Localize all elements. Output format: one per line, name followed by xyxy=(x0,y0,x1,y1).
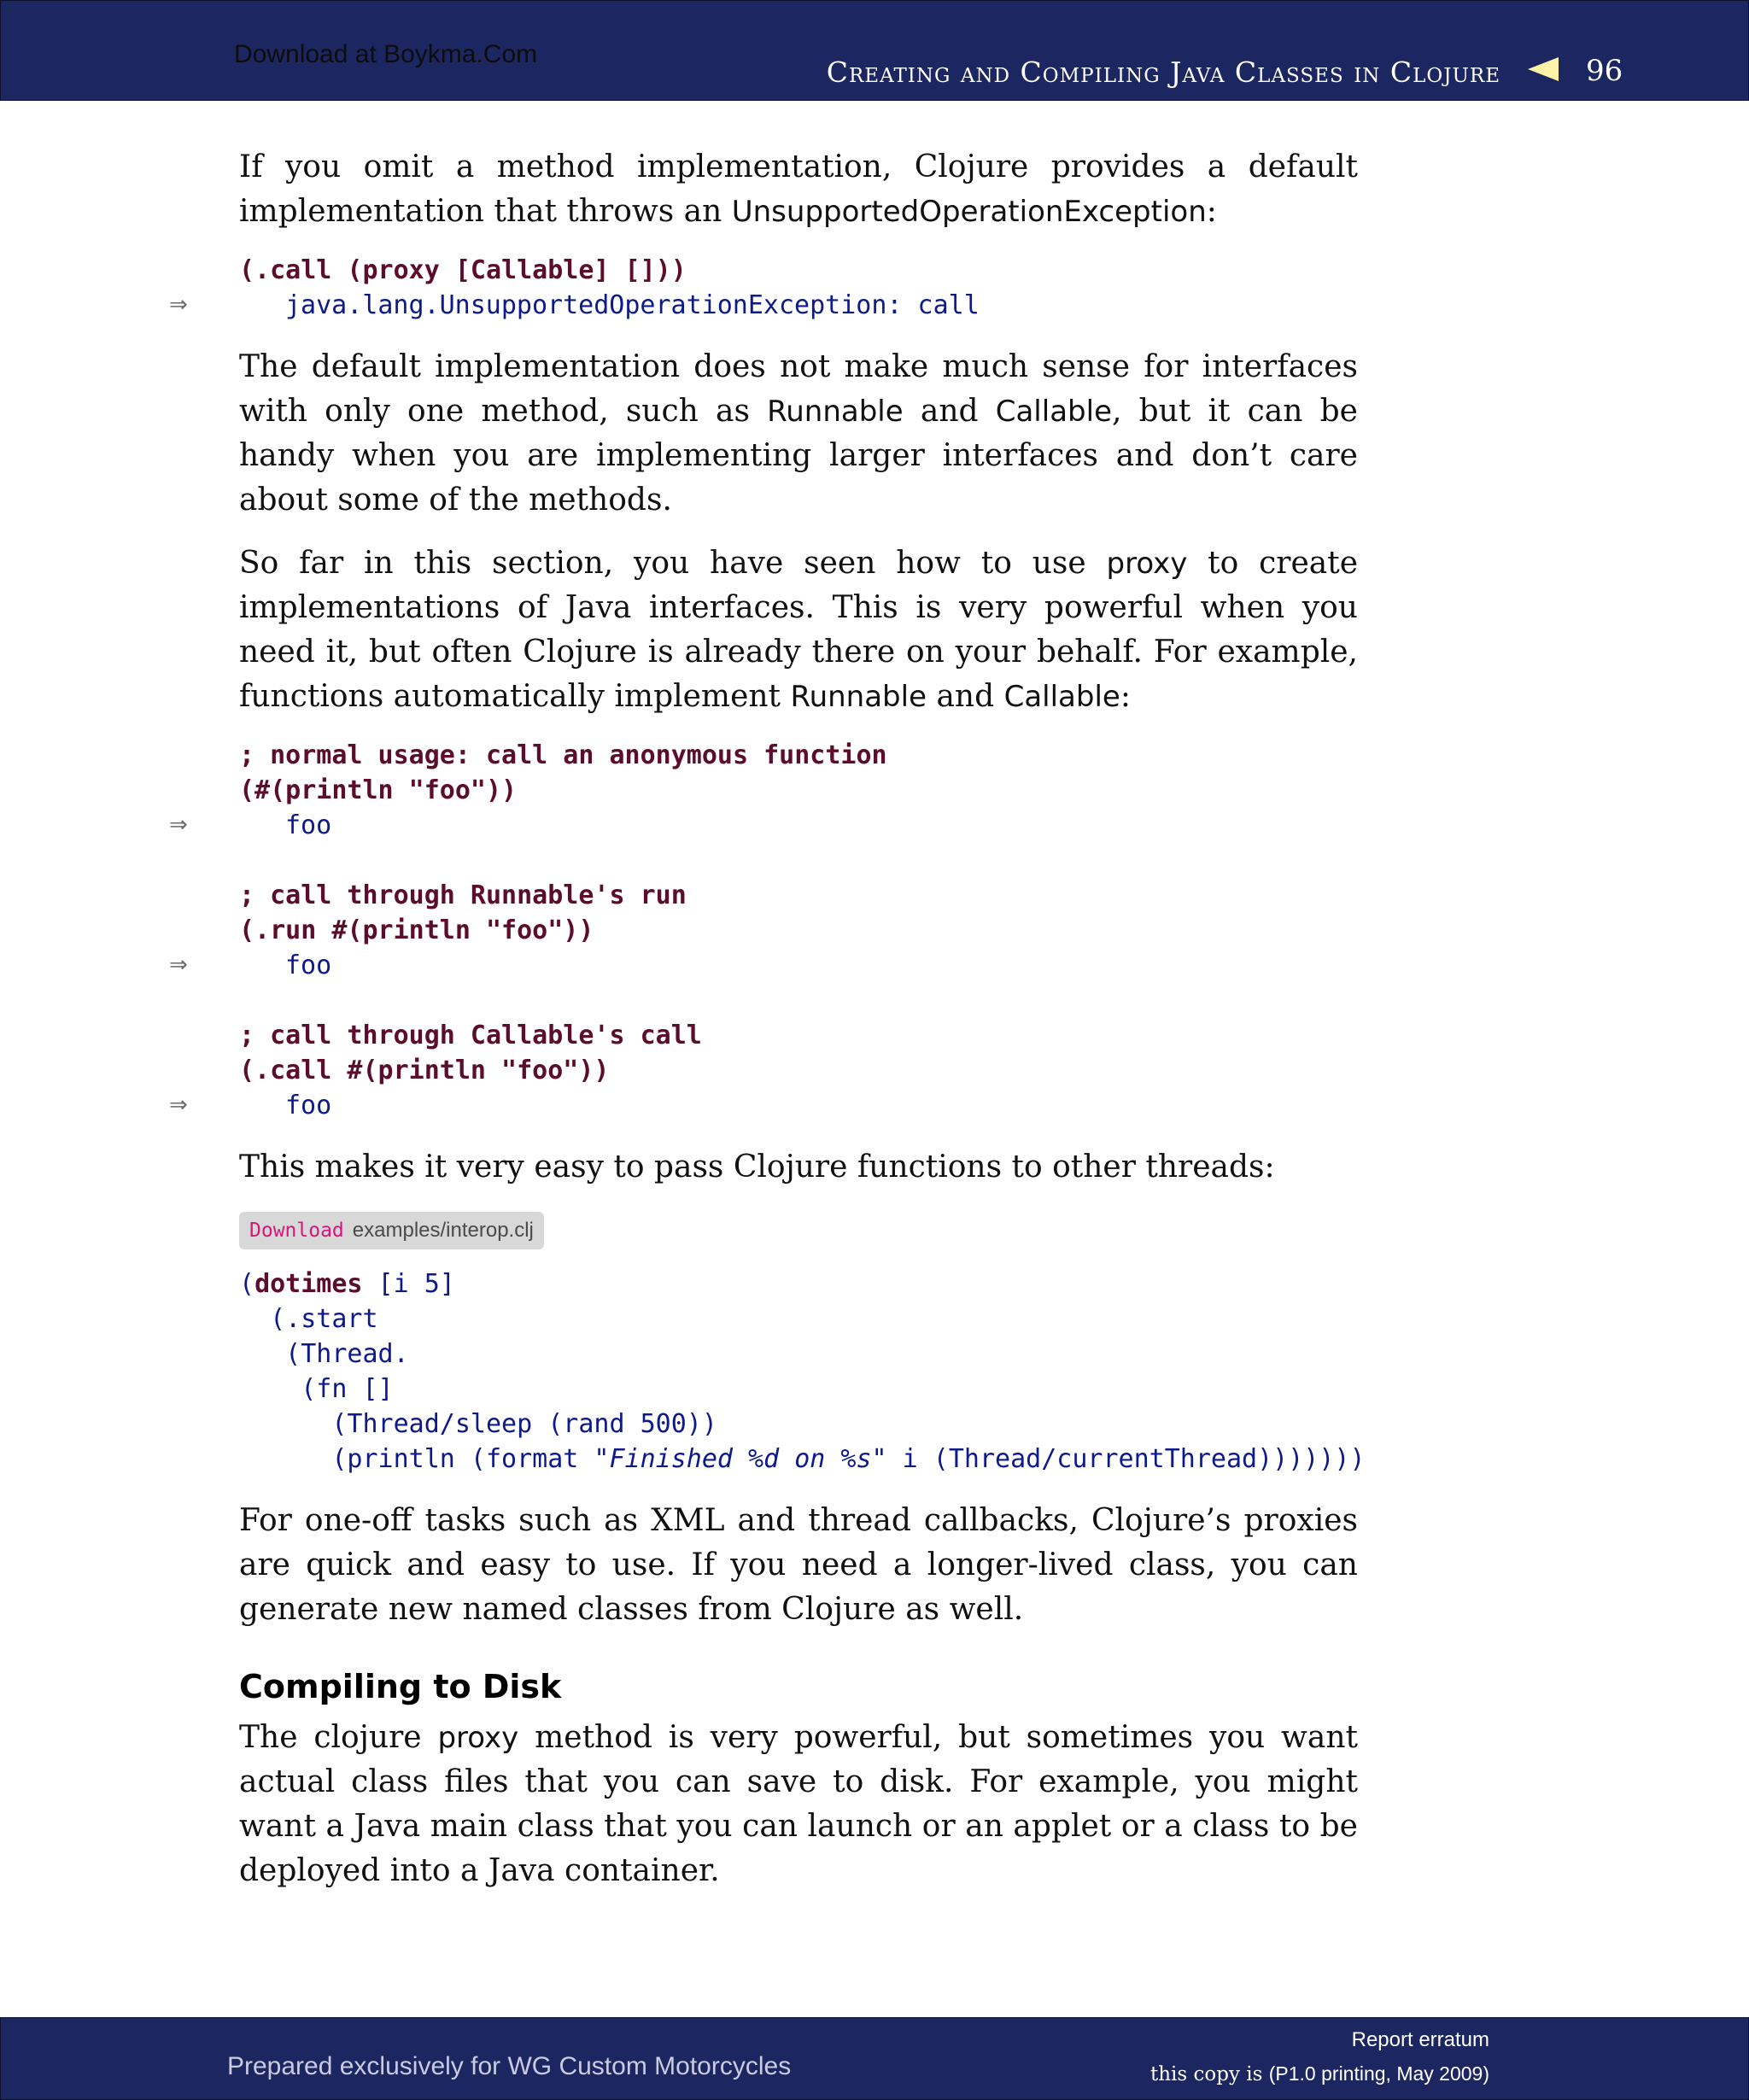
code-comment-line: ; call through Callable's call xyxy=(239,1021,702,1050)
page-header xyxy=(0,0,1749,101)
function-name-proxy: proxy xyxy=(1106,547,1188,581)
code-line: (dotimes [i 5] xyxy=(239,1269,455,1299)
code-input-line: (.call (proxy [Callable] [])) xyxy=(239,255,687,285)
result-arrow-icon: ⇒ xyxy=(169,952,188,978)
class-name-unsupported-operation: UnsupportedOperationException xyxy=(731,195,1207,229)
running-title: Creating and Compiling Java Classes in Clojure xyxy=(826,56,1500,89)
result-arrow-icon: ⇒ xyxy=(169,1092,188,1118)
class-name-callable: Callable xyxy=(995,395,1112,429)
paragraph-compiling-to-disk: The clojure proxy method is very powerful, but sometimes you want actual class files that you can save to disk. For example, you might want a Java main class that you can launch or an applet or a class to be deployed into a Java container. xyxy=(239,1720,1358,1888)
code-output-line: ⇒ foo xyxy=(239,948,1358,983)
page-number: 96 xyxy=(1586,54,1623,88)
section-heading: Compiling to Disk xyxy=(239,1668,562,1705)
result-arrow-icon: ⇒ xyxy=(169,292,188,318)
code-output-line: ⇒ foo xyxy=(239,808,1358,843)
back-arrow-icon[interactable] xyxy=(1528,57,1559,81)
paragraph-threads: This makes it very easy to pass Clojure functions to other threads: xyxy=(239,1149,1275,1185)
code-blank-line xyxy=(239,983,1358,1018)
download-label[interactable]: Download xyxy=(249,1220,344,1242)
code-input-line: (.run #(println "foo")) xyxy=(239,915,594,945)
code-line: (Thread/sleep (rand 500)) xyxy=(239,1409,717,1439)
code-block-dotimes xyxy=(239,1266,1366,1477)
code-line: (Thread. xyxy=(239,1339,409,1369)
code-line: (fn [] xyxy=(239,1374,394,1404)
code-block-proxy-call xyxy=(169,253,1358,323)
report-erratum-link[interactable]: Report erratum xyxy=(1351,2028,1489,2051)
download-file-path[interactable]: examples/interop.clj xyxy=(352,1219,534,1242)
copy-info: this copy is (P1.0 printing, May 2009) xyxy=(1149,2062,1489,2085)
class-name-callable: Callable xyxy=(1003,680,1120,714)
paragraph-one-off-tasks: For one-off tasks such as XML and thread callbacks, Clojure’s proxies are quick and easy to use. If you need a longer-lived class, you can generate new named classes from Clojure as well. xyxy=(239,1503,1358,1627)
class-name-runnable: Runnable xyxy=(790,680,927,714)
code-comment-line: ; normal usage: call an anonymous function xyxy=(239,740,887,770)
code-blank-line xyxy=(239,843,1358,878)
code-line: (println (format "Finished %d on %s" i (Thread/currentThread))))))) xyxy=(239,1444,1366,1474)
class-name-runnable: Runnable xyxy=(767,395,904,429)
code-comment-line: ; call through Runnable's run xyxy=(239,880,687,910)
code-output-line: ⇒ java.lang.UnsupportedOperationException: call xyxy=(239,288,1358,323)
page-footer xyxy=(0,2017,1749,2100)
code-output-line: ⇒ foo xyxy=(239,1088,1358,1123)
code-line: (.start xyxy=(239,1304,378,1334)
download-source-link[interactable] xyxy=(239,1212,544,1249)
paragraph-omit-method: If you omit a method implementation, Clojure provides a default implementation that throws an UnsupportedOperationException: xyxy=(239,149,1358,229)
paragraph-so-far: So far in this section, you have seen how to use proxy to create implementations of Java interfaces. This is very powerful when you need it, but often Clojure is already there on your behalf. For example, functions automatically implement Runnable and Callable: xyxy=(239,546,1359,714)
code-block-function-calls xyxy=(169,738,1358,1123)
result-arrow-icon: ⇒ xyxy=(169,812,188,838)
code-input-line: (#(println "foo")) xyxy=(239,775,518,805)
code-input-line: (.call #(println "foo")) xyxy=(239,1056,610,1085)
function-name-proxy: proxy xyxy=(437,1721,519,1755)
page-content xyxy=(169,145,1366,1912)
paragraph-default-implementation: The default implementation does not make much sense for interfaces with only one method, such as Runnable and Callable, but it can be handy when you are implementing larger interfaces and don’t care about some of the methods. xyxy=(239,349,1358,518)
watermark-text: Download at Boykma.Com xyxy=(234,40,538,68)
prepared-for-text: Prepared exclusively for WG Custom Motorcycles xyxy=(227,2052,792,2080)
